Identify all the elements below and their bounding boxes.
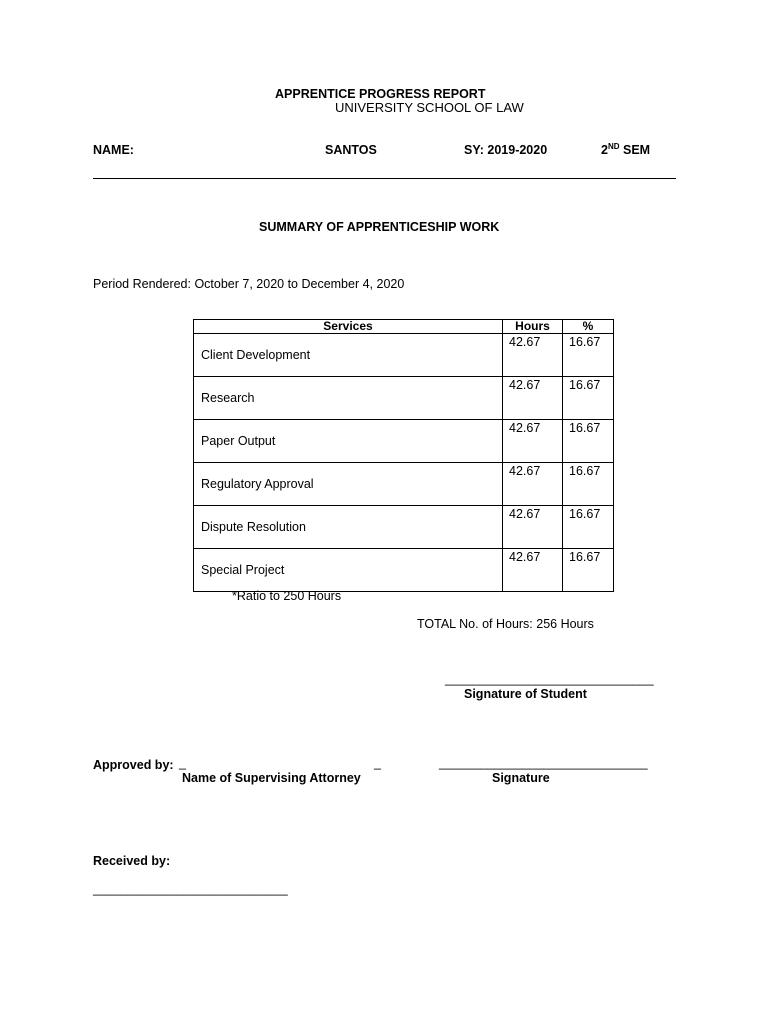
table-row bbox=[194, 549, 614, 592]
table-row bbox=[194, 463, 614, 506]
received-by-line: ____________________________ bbox=[93, 882, 288, 896]
received-by-label: Received by: bbox=[93, 854, 171, 868]
period-rendered: Period Rendered: October 7, 2020 to December 4, 2020 bbox=[93, 277, 405, 291]
semester-number: 2 bbox=[601, 143, 608, 157]
service-name: Dispute Resolution bbox=[194, 506, 503, 549]
service-name: Special Project bbox=[194, 549, 503, 592]
service-name: Paper Output bbox=[194, 420, 503, 463]
total-hours: TOTAL No. of Hours: 256 Hours bbox=[417, 617, 594, 631]
approved-by-line-trail: _ bbox=[374, 756, 381, 770]
service-name: Regulatory Approval bbox=[194, 463, 503, 506]
name-label: NAME: bbox=[93, 143, 134, 157]
service-hours: 42.67 bbox=[503, 420, 563, 463]
report-title: APPRENTICE PROGRESS REPORT bbox=[275, 87, 486, 101]
student-signature-label: Signature of Student bbox=[464, 687, 587, 701]
header-hours: Hours bbox=[503, 320, 563, 334]
table-row bbox=[194, 334, 614, 377]
school-name: UNIVERSITY SCHOOL OF LAW bbox=[335, 100, 524, 115]
table-row bbox=[194, 377, 614, 420]
service-percent: 16.67 bbox=[563, 463, 614, 506]
approved-by-line-lead: _ bbox=[179, 756, 186, 770]
table-row bbox=[194, 506, 614, 549]
service-hours: 42.67 bbox=[503, 549, 563, 592]
service-percent: 16.67 bbox=[563, 549, 614, 592]
service-percent: 16.67 bbox=[563, 420, 614, 463]
semester-suffix: ND bbox=[607, 141, 620, 151]
semester bbox=[601, 143, 650, 157]
approval-signature-label: Signature bbox=[492, 771, 550, 785]
services-table bbox=[193, 319, 614, 592]
supervising-attorney-label: Name of Supervising Attorney bbox=[182, 771, 361, 785]
service-name: Research bbox=[194, 377, 503, 420]
table-header-row bbox=[194, 320, 614, 334]
service-percent: 16.67 bbox=[563, 334, 614, 377]
semester-word: SEM bbox=[619, 143, 651, 157]
service-hours: 42.67 bbox=[503, 377, 563, 420]
service-hours: 42.67 bbox=[503, 463, 563, 506]
service-percent: 16.67 bbox=[563, 506, 614, 549]
header-percent: % bbox=[563, 320, 614, 334]
ratio-note: *Ratio to 250 Hours bbox=[232, 589, 342, 603]
school-year: SY: 2019-2020 bbox=[464, 143, 548, 157]
approval-signature-line: ______________________________ bbox=[439, 756, 648, 770]
summary-title: SUMMARY OF APPRENTICESHIP WORK bbox=[259, 220, 500, 234]
student-name: SANTOS bbox=[325, 143, 377, 157]
header-services: Services bbox=[194, 320, 503, 334]
table-row bbox=[194, 420, 614, 463]
student-signature-line: ______________________________ bbox=[445, 672, 654, 686]
service-name: Client Development bbox=[194, 334, 503, 377]
service-hours: 42.67 bbox=[503, 506, 563, 549]
header-divider bbox=[93, 178, 676, 179]
service-percent: 16.67 bbox=[563, 377, 614, 420]
service-hours: 42.67 bbox=[503, 334, 563, 377]
approved-by-label: Approved by: bbox=[93, 758, 174, 772]
